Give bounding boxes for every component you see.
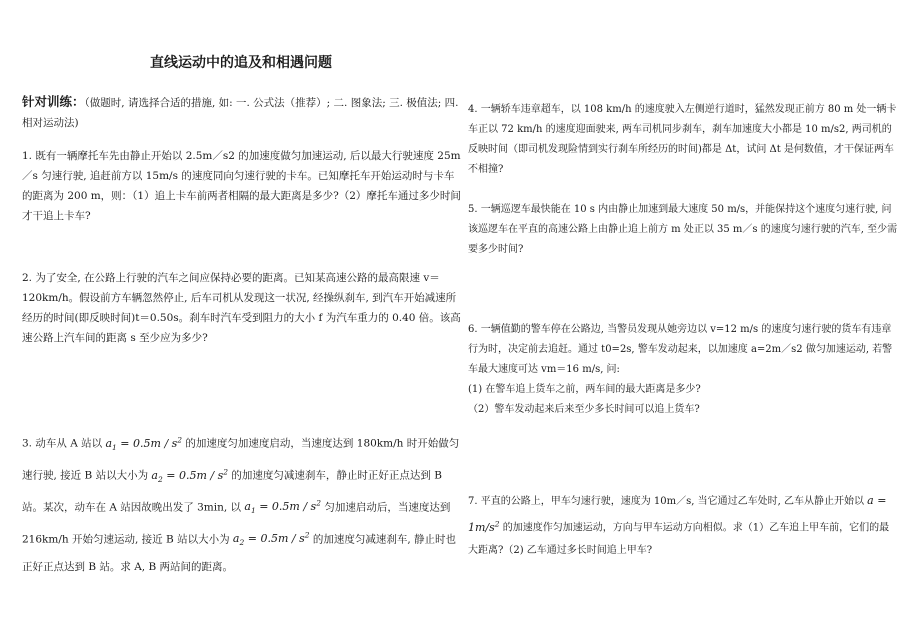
formula-a4: $a_2 = 0.5m / s^2$ [232,530,310,548]
intro-text: （做题时, 请选择合适的措施, 如: 一. 公式法（推荐）; 二. 图象法; 三. 极值法; 四. 相对运动法) [22,97,459,129]
question-6-part-1: (1) 在警车追上货车之前，两车间的最大距离是多少? [468,384,701,395]
question-3-part-b: 的加速度匀加速度启动，当速度达到 180km/h 时开始做匀速行驶, 接近 B 站以大小为 [22,437,460,482]
question-1: 1. 既有一辆摩托车先由静止开始以 2.5m／s2 的加速度做匀加速运动, 后以最大行驶速度 25m／s 匀速行驶, 追赶前方以 15m/s 的速度同向匀速行驶的卡车。已知摩托车开始运动时与卡车的距离为 200 m，则：（1）追上卡车前两者相隔的最大距离是多少?（2）摩托车通过多少时间才干追上卡车? [22,150,461,222]
question-4: 4. 一辆轿车违章超车，以 108 km/h 的速度驶入左侧逆行道时，猛然发现正前方 80 m 处一辆卡车正以 72 km/h 的速度迎面驶来, 两车司机同步刹车，刹车加速度大小都是 10 m/s2, 两司机的反映时间（即司机发现险情到实行刹车所经历的时间)都是 Δt，试问 Δt 是何数值，才干保证两车不相撞? [468,104,897,175]
intro-paragraph [22,92,462,133]
question-6-stem: 6. 一辆值勤的警车停在公路边, 当警员发现从她旁边以 v=12 m/s 的速度匀速行驶的货车有违章行为时，决定前去追赶。通过 t0=2s, 警车发动起来，以加速度 a=2m／s2 做匀加速运动, 若警车最大速度可达 vm＝16 m/s, 问: [468,324,893,375]
question-2: 2. 为了安全, 在公路上行驶的汽车之间应保持必要的距离。已知某高速公路的最高限速 v＝120km/h。假设前方车辆忽然停止, 后车司机从发现这一状况, 经操纵刹车, 到汽车开始减速所经历的时间(即反映时间)t＝0.50s。刹车时汽车受到阻力的大小 f 为汽车重力的 0.40 倍。该高速公路上汽车间的距离 s 至少应为多少? [22,272,461,344]
intro-heading: 针对训练： [22,94,85,109]
question-6 [468,320,898,420]
question-3 [22,428,462,579]
page-title: 直线运动中的追及和相遇问题 [150,55,332,71]
formula-a3: $a_1 = 0.5m / s^2$ [244,498,321,516]
question-7-part-a: 7. 平直的公路上，甲车匀速行驶，速度为 10m／s, 当它通过乙车处时, 乙车从静止开始以 [468,496,864,507]
formula-a2: $a_2 = 0.5m / s^2$ [151,466,229,484]
question-3-part-a: 3. 动车从 A 站以 [22,437,103,450]
question-3-part-d: 匀加速启动后，当速度达到 216km/h 开始匀速运动, 接近 B 站以大小为 [22,501,451,546]
formula-a5: $a = 1m/s^2$ [468,494,887,534]
question-6-part-2: （2）警车发动起来后来至少多长时间可以追上货车? [468,404,700,415]
formula-a1: $a_1 = 0.5m / s^2$ [105,435,183,452]
question-7 [468,490,898,562]
question-3-part-e: 的加速度匀减速刹车, 静止时也正好正点达到 B 站。求 A, B 两站间的距离。 [22,533,457,574]
question-5: 5. 一辆巡逻车最快能在 10 s 内由静止加速到最大速度 50 m/s，并能保持这个速度匀速行驶, 问该巡逻车在平直的高速公路上由静止追上前方 m 处正以 35 m／s 的速度匀速行驶的汽车, 至少需要多少时间? [468,204,898,255]
question-7-part-b: 的加速度作匀加速运动，方向与甲车运动方向相似。求（1）乙车追上甲车前，它们的最大距离?（2) 乙车通过多长时间追上甲车? [468,522,890,556]
question-3-part-c: 的加速度匀减速刹车，静止时正好正点达到 B 站。某次，动车在 A 站因故晚出发了 3min, 以 [22,469,442,514]
